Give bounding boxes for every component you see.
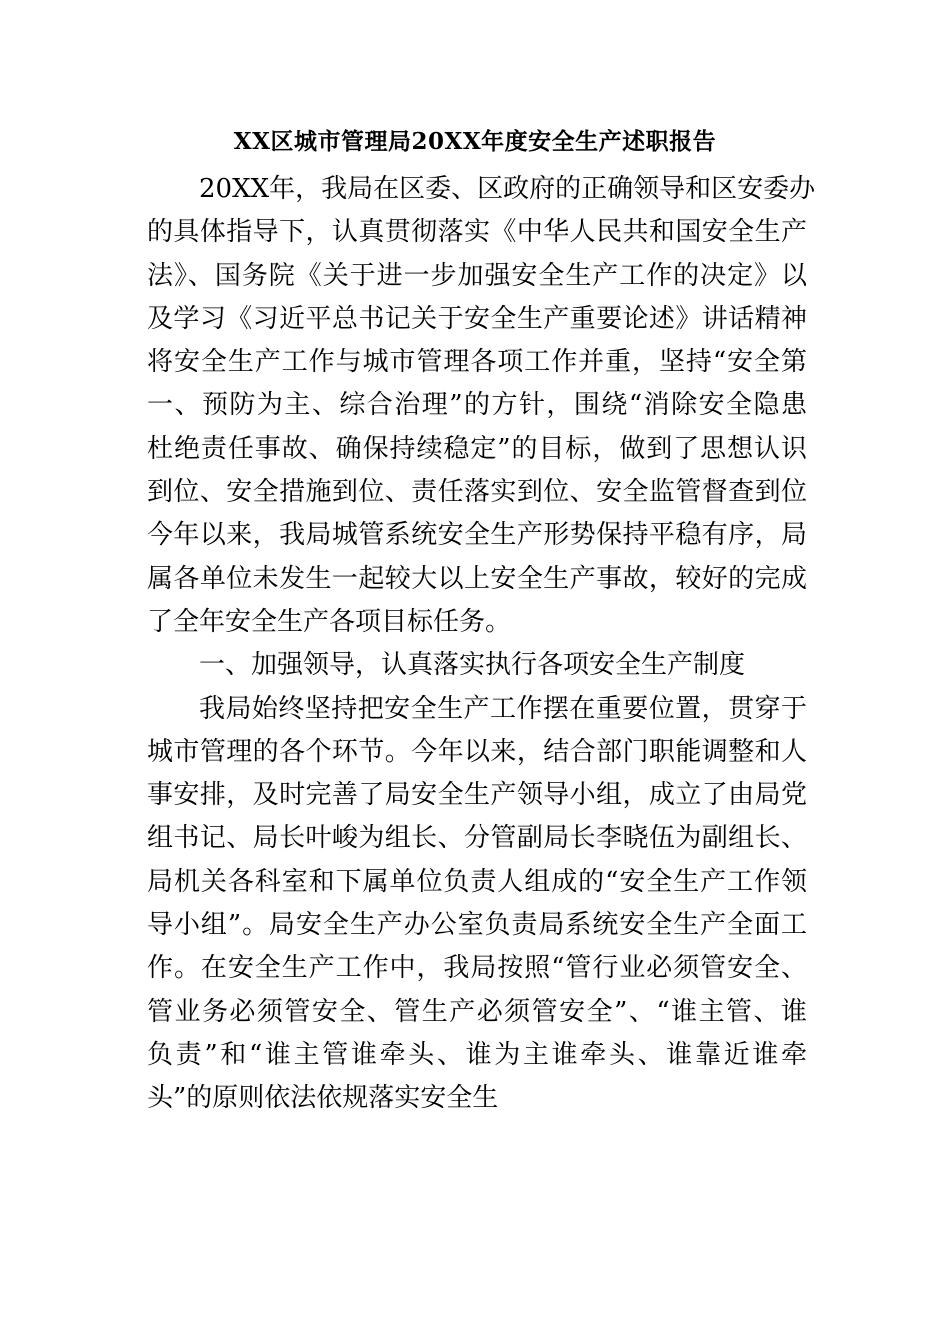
paragraph-line: 了全年安全生产各项目标任务。 [147,606,512,637]
paragraph-line: 局机关各科室和下属单位负责人组成的“安全生产工作领 [147,866,807,897]
document-title: XX区城市管理局20XX年度安全生产述职报告 [233,128,717,155]
paragraph-line: 法》、国务院《关于进一步加强安全生产工作的决定》以 [147,260,807,291]
paragraph-line: 的具体指导下，认真贯彻落实《中华人民共和国安全生产 [147,217,807,248]
paragraph-line: 头”的原则依法依规落实安全生 [147,1083,499,1114]
paragraph-line: 事安排，及时完善了局安全生产领导小组，成立了由局党 [147,780,807,811]
paragraph-line: 到位、安全措施到位、责任落实到位、安全监管督查到位 [147,477,807,508]
paragraph-line: 及学习《习近平总书记关于安全生产重要论述》讲话精神 [147,303,807,334]
paragraph-line: 20XX年，我局在区委、区政府的正确领导和区安委办 [199,174,816,204]
paragraph-line: 杜绝责任事故、确保持续稳定”的目标，做到了思想认识 [147,433,807,464]
paragraph-line: 作。在安全生产工作中，我局按照“管行业必须管安全、 [147,953,807,984]
paragraph-line: 我局始终坚持把安全生产工作摆在重要位置，贯穿于 [199,693,807,724]
paragraph-line: 属各单位未发生一起较大以上安全生产事故，较好的完成 [147,563,807,594]
paragraph-line: 一、预防为主、综合治理”的方针，围绕“消除安全隐患 [147,390,807,421]
paragraph-line: 导小组”。局安全生产办公室负责局系统安全生产全面工 [147,910,807,941]
paragraph-line: 城市管理的各个环节。今年以来，结合部门职能调整和人 [147,736,807,767]
paragraph-line: 今年以来，我局城管系统安全生产形势保持平稳有序，局 [147,520,807,551]
paragraph-line: 组书记、局长叶峻为组长、分管副局长李晓伍为副组长、 [147,823,807,854]
paragraph-line: 负责”和“谁主管谁牵头、谁为主谁牵头、谁靠近谁牵 [147,1039,807,1070]
document-body [147,168,816,1121]
paragraph-line: 将安全生产工作与城市管理各项工作并重，坚持“安全第 [147,347,807,378]
paragraph-line: 管业务必须管安全、管生产必须管安全”、“谁主管、谁 [147,996,807,1027]
section-heading: 一、加强领导，认真落实执行各项安全生产制度 [199,650,746,681]
